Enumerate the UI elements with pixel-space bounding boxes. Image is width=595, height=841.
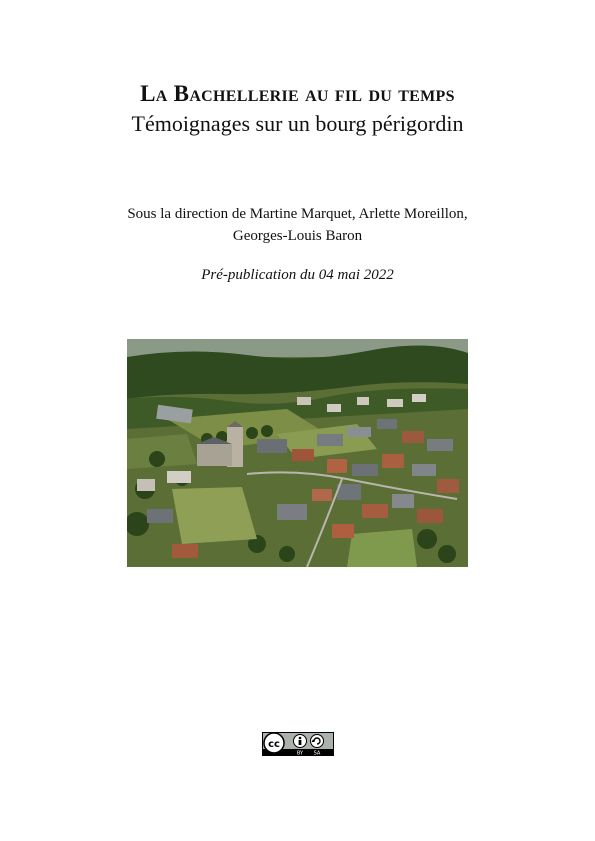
editors-credit [0, 203, 595, 247]
sa-label: SA [313, 750, 321, 756]
aerial-village-photo [127, 339, 468, 567]
editors-line-2: Georges-Louis Baron [232, 228, 363, 244]
cc-by-sa-license-badge [262, 732, 334, 756]
by-label: BY [296, 750, 304, 756]
prepublication-date: Pré-publication du 04 mai 2022 [201, 267, 394, 283]
book-subtitle: Témoignages sur un bourg périgordin [131, 111, 464, 136]
editors-line-1: Sous la direction de Martine Marquet, Arlette Moreillon, [127, 206, 468, 222]
book-title: La Bachellerie au fil du temps [140, 81, 455, 106]
cc-icon: cc [268, 739, 280, 750]
